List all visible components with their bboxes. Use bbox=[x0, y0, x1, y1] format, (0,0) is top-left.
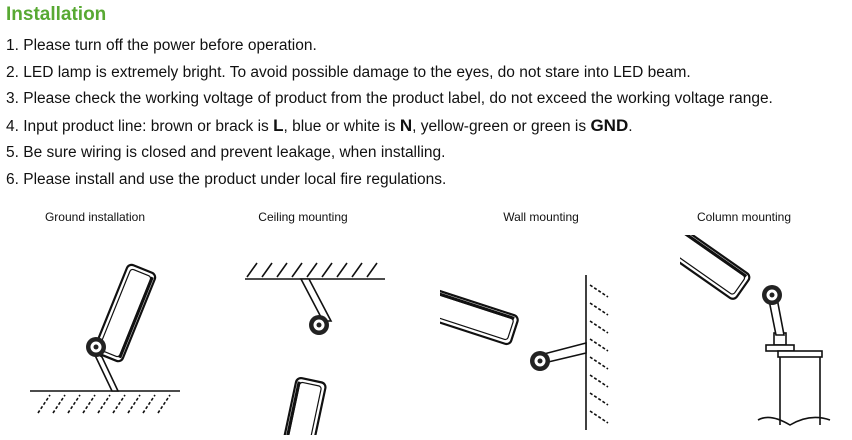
column-mounting-figure bbox=[680, 235, 840, 435]
step-1: 1. Please turn off the power before operation. bbox=[6, 37, 317, 54]
caption-ceiling: Ceiling mounting bbox=[258, 210, 348, 224]
caption-column: Column mounting bbox=[696, 210, 792, 224]
ceiling-mounting-figure bbox=[235, 255, 405, 435]
caption-wall: Wall mounting bbox=[503, 210, 579, 224]
step-4: 4. Input product line: brown or brack is L, blue or white is N, yellow-green or green is GND. bbox=[6, 115, 633, 135]
wall-mounting-figure bbox=[440, 265, 630, 435]
installation-steps bbox=[6, 33, 773, 194]
ground-installation-figure bbox=[20, 245, 190, 435]
live-wire-label: L bbox=[273, 115, 284, 135]
step-3: 3. Please check the working voltage of product from the product label, do not exceed the working voltage range. bbox=[6, 90, 773, 108]
step-5: 5. Be sure wiring is closed and prevent leakage, when installing. bbox=[6, 144, 446, 162]
page-title: Installation bbox=[6, 4, 107, 25]
caption-ground: Ground installation bbox=[44, 210, 146, 224]
step-6: 6. Please install and use the product under local fire regulations. bbox=[6, 170, 447, 188]
step-2: 2. LED lamp is extremely bright. To avoid possible damage to the eyes, do not stare into LED beam. bbox=[6, 63, 691, 81]
neutral-wire-label: N bbox=[399, 115, 413, 135]
ground-wire-label: GND bbox=[590, 115, 629, 135]
